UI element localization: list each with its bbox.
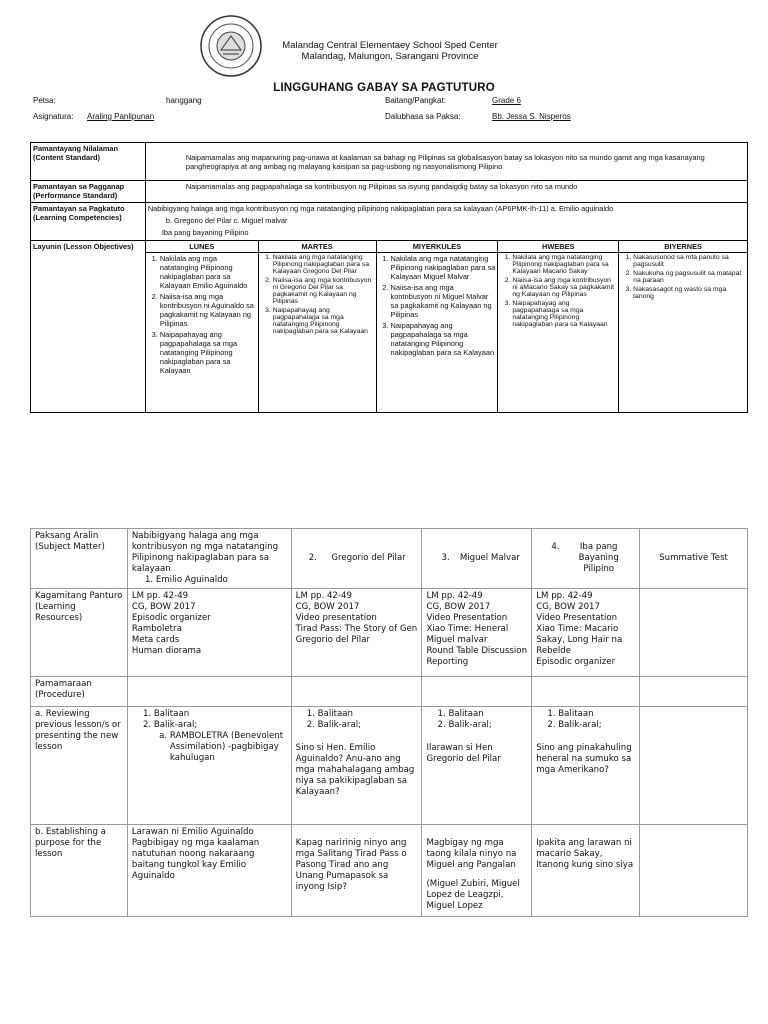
objectives-hwebes <box>498 253 619 413</box>
hanggang-label: hanggang <box>166 96 202 105</box>
list-item: Tirad Pass: The Story of Gen Gregorio del Pilar <box>295 624 418 645</box>
empty-cell <box>640 825 748 917</box>
list-item: 1. Nakilala ang mga natatanging Pilipinong nakipaglaban para sa Kalayaan Miguel Malvar <box>391 254 496 281</box>
content-standard-row <box>31 143 748 181</box>
list-item: 2. Naiisa-isa ang mga kontribusyon ni aMacario Sakay sa pagkakamit ng Kalayaan ng Pilipinas <box>512 277 616 298</box>
list-item: 3. Nakasasagot ng wasto sa mga tanong <box>633 286 745 300</box>
list-item: 1. Emilio Aguinaldo <box>156 575 287 586</box>
lesson-plan-table <box>30 528 748 917</box>
subject-row <box>31 529 748 589</box>
subject-hwebes <box>532 529 640 589</box>
purpose-hwebes-text: Ipakita ang larawan ni macario Sakay, Itanong kung sino siya <box>536 838 634 870</box>
list-item: Video Presentation <box>536 613 618 623</box>
reviewing-martes <box>291 707 422 825</box>
list-item: 1. Nakilala ang mga natatanging Pilipinong nakipaglaban para sa Kalayaan Macario Sakay <box>512 254 616 275</box>
dalubhasa-label: Dalubhasa sa Paksa: <box>385 112 461 121</box>
dalubhasa-value: Bb. Jessa S. Nisperos <box>492 112 571 121</box>
procedure-row <box>31 677 748 707</box>
asignatura-label: Asignatura: <box>33 112 74 121</box>
reviewing-hwebes-question: Sino ang pinakahuling heneral na sumuko sa mga Amerikano? <box>536 743 632 775</box>
list-item: Round Table Discussion <box>426 646 528 656</box>
standards-table <box>30 142 748 413</box>
petsa-label: Petsa: <box>33 96 56 105</box>
list-item: LM pp. 42-49 <box>536 591 593 601</box>
balik-aral-text: Balik-aral; <box>153 720 198 730</box>
list-item: 3. Miguel Malvar <box>452 553 527 564</box>
competency-label: Pamantayan sa Pagkatuto (Learning Competencies) <box>31 203 146 241</box>
school-header <box>270 40 510 62</box>
list-item: 2. Gregorio del Pilar <box>320 553 418 564</box>
list-item: Xiao Time: Heneral Miguel malvar <box>426 624 509 645</box>
list-item: 2. Balik-aral; <box>448 720 527 731</box>
empty-cell <box>640 707 748 825</box>
list-item: 3. Naipapahayag ang pagpapahalaga sa mga natatanging Pilipinong nakipaglaban para sa Kalayaan <box>391 321 496 357</box>
document-title: LINGGUHANG GABAY SA PAGTUTURO <box>273 82 495 94</box>
objectives-miyerkules <box>376 253 498 413</box>
procedure-label: Pamamaraan (Procedure) <box>31 677 128 707</box>
objectives-lunes <box>145 253 258 413</box>
empty-cell <box>291 677 422 707</box>
purpose-row <box>31 825 748 917</box>
empty-cell <box>640 677 748 707</box>
purpose-label: b. Establishing a purpose for the lesson <box>31 825 128 917</box>
list-item: Episodic organizer <box>131 613 211 623</box>
list-item: 2. Naiisa-isa ang mga kontribusyon ni Miguel Malvar sa pagkakamit ng Kalayaan ng Pilipinas <box>391 283 496 319</box>
purpose-lunes: Larawan ni Emilio Aguinaldo Pagbibigay ng mga kaalaman natutunan noong nakaraang baitang tungkol kay Emilio Aguinaldo <box>127 825 291 917</box>
reviewing-label: a. Reviewing previous lesson/s or presenting the new lesson <box>31 707 128 825</box>
list-item: 1. Balitaan <box>448 709 527 720</box>
objectives-martes <box>258 253 376 413</box>
list-item <box>154 720 287 764</box>
reviewing-lunes <box>127 707 291 825</box>
list-item: 3. Naipapahayag ang pagpapahalaga sa mga natatanging Pilipinong nakipaglaban para sa Kalayaan <box>160 330 256 375</box>
competency-line-1: Nabibigyang halaga ang mga kontribusyon ng mga natatanging pilipinong nakipaglaban para sa kalayaan (AP6PMK-Ih-11) a. Emilio aguinaldo <box>147 204 614 213</box>
list-item: 1. Balitaan <box>558 709 635 720</box>
list-item: LM pp. 42-49 <box>426 591 483 601</box>
list-item: 2. Naiisa-isa ang mga kontribusyon ni Aguinaldo sa pagkakamit ng Kalayaan ng Pilipinas <box>160 292 256 328</box>
list-item: Episodic organizer <box>536 657 616 667</box>
list-item: 1. Balitaan <box>318 709 418 720</box>
competency-row <box>31 203 748 241</box>
resources-hwebes <box>532 589 640 677</box>
performance-standard-row <box>31 181 748 203</box>
day-header-miyerkules: MIYERKULES <box>376 241 498 253</box>
resources-label: Kagamitang Panturo (Learning Resources) <box>31 589 128 677</box>
asignatura-value: Araling Panlipunan <box>87 112 155 121</box>
reviewing-martes-question: Sino si Hen. Emilio Aguinaldo? Anu-ano ang mga mahahalagang ambag niya sa pakikipaglaban sa Kalayaan? <box>295 743 415 797</box>
list-item: 1. Nakilala ang mga natatanging Pilipinong nakipaglaban para sa Kalayaan Gregorio Del Pilar <box>273 254 374 275</box>
subject-lunes-text: Nabibigyang halaga ang mga kontribusyon ng mga natatanging Pilipinong nakipaglaban para sa kalayaan <box>131 531 279 574</box>
performance-standard-label: Pamantayan sa Pagganap (Performance Standard) <box>31 181 146 203</box>
school-name: Malandag Central Elementaey School Sped Center <box>282 40 498 51</box>
list-item: 2. Nakukuha ng pagsusulit sa matapat na paraan <box>633 270 745 284</box>
purpose-miyerkules-text-1: Magbigay ng mga taong kilala ninyo na Miguel ang Pangalan <box>426 838 517 870</box>
list-item: Xiao Time: Macario Sakay, Long Hair na Rebelde <box>536 624 623 656</box>
reviewing-hwebes <box>532 707 640 825</box>
content-standard-text: Naipamamalas ang mapanuring pag-unawa at kaalaman sa bahagi ng Pilipinas sa globalisasyon batay sa lokasyon nito sa mundo gamit ang mga kasanayang pangheograpiya at ang ambag ng malayang kaisipan sa pag-usbong ng nasyonalismong Pilipino <box>145 143 747 181</box>
list-item: 1. Balitaan <box>154 709 287 720</box>
list-item: Meta cards <box>131 635 180 645</box>
resources-miyerkules <box>422 589 532 677</box>
day-header-lunes: LUNES <box>145 241 258 253</box>
list-item: 1. Nakasusunod sa mfa panuto sa pagsusulit <box>633 254 745 268</box>
day-header-hwebes: HWEBES <box>498 241 619 253</box>
content-standard-label: Pamantayang Nilalaman (Content Standard) <box>31 143 146 181</box>
competency-line-2: b. Gregorio del Pilar c. Miguel malvar <box>165 216 288 225</box>
list-item: CG, BOW 2017 <box>295 602 360 612</box>
list-item: Human diorama <box>131 646 202 656</box>
empty-cell <box>422 677 532 707</box>
subject-label: Paksang Aralin (Subject Matter) <box>31 529 128 589</box>
resources-martes <box>291 589 422 677</box>
list-item: Video presentation <box>295 613 377 623</box>
baitang-label: Baitang/Pangkat: <box>385 96 446 105</box>
list-item: 2. Naiisa-isa ang mga kontribusyon ni Gregorio Del Pilar sa pagkakamit ng Kalayaan ng Pilipinas <box>273 277 374 305</box>
list-item: CG, BOW 2017 <box>536 602 600 612</box>
list-item: CG, BOW 2017 <box>131 602 196 612</box>
school-address: Malandag, Malungon, Sarangani Province <box>301 51 479 62</box>
objectives-biyernes <box>619 253 748 413</box>
purpose-martes <box>291 825 422 917</box>
day-header-row <box>31 241 748 253</box>
list-item: a. RAMBOLETRA (Benevolent Assimilation) -pagbibigay kahulugan <box>170 731 287 764</box>
purpose-martes-text: Kapag naririnig ninyo ang mga Salitang Tirad Pass o Pasong Tirad ano ang Unang Pumapasok sa inyong Isip? <box>295 838 407 892</box>
subject-biyernes: Summative Test <box>640 529 748 589</box>
competency-line-3: Iba pang bayaning Pilipino <box>161 228 249 237</box>
performance-standard-text: Naipamamalas ang pagpapahalaga sa kontribusyon ng Pilipinas sa isyung pandaigdig batay sa lokasyon nito sa mundo <box>145 181 747 203</box>
resources-row <box>31 589 748 677</box>
list-item: 3. Naipapahayag ang pagpapahalaga sa mga natatanging Pilipinong nakipaglaban para sa Kalayaan <box>273 307 374 335</box>
baitang-value: Grade 6 <box>492 96 521 105</box>
reviewing-miyerkules-question: Ilarawan si Hen Gregorio del Pilar <box>426 743 501 764</box>
list-item: Video Presentation <box>426 613 508 623</box>
competency-text <box>145 203 747 241</box>
list-item: 1. Nakilala ang mga natatanging Pilipinong nakipaglaban para sa Kalayaan Emilio Aguinaldo <box>160 254 256 290</box>
list-item: CG, BOW 2017 <box>426 602 491 612</box>
day-header-biyernes: BIYERNES <box>619 241 748 253</box>
day-header-martes: MARTES <box>258 241 376 253</box>
list-item: Reporting <box>426 657 469 667</box>
list-item: LM pp. 42-49 <box>131 591 189 601</box>
objectives-label: Layunin (Lesson Objectives) <box>31 241 146 413</box>
list-item: 2. Balik-aral; <box>558 720 635 731</box>
subject-martes <box>291 529 422 589</box>
resources-biyernes <box>640 589 748 677</box>
purpose-hwebes <box>532 825 640 917</box>
purpose-miyerkules <box>422 825 532 917</box>
resources-lunes <box>127 589 291 677</box>
deped-seal <box>199 14 263 78</box>
reviewing-row <box>31 707 748 825</box>
purpose-miyerkules-text-2: (Miguel Zubiri, Miguel Lopez de Leagzpi, Miguel Lopez <box>426 879 520 911</box>
list-item: Ramboletra <box>131 624 182 634</box>
empty-cell <box>127 677 291 707</box>
empty-cell <box>532 677 640 707</box>
subject-miyerkules <box>422 529 532 589</box>
subject-lunes <box>127 529 291 589</box>
reviewing-miyerkules <box>422 707 532 825</box>
list-item: 2. Balik-aral; <box>318 720 418 731</box>
list-item: 3. Naipapahayag ang pagpapahalaga sa mga natatanging Pilipinong nakipaglaban para sa Kalayaan <box>512 300 616 328</box>
list-item: 4. Iba pang Bayaning Pilipino <box>562 542 635 575</box>
list-item: LM pp. 42-49 <box>295 591 352 601</box>
